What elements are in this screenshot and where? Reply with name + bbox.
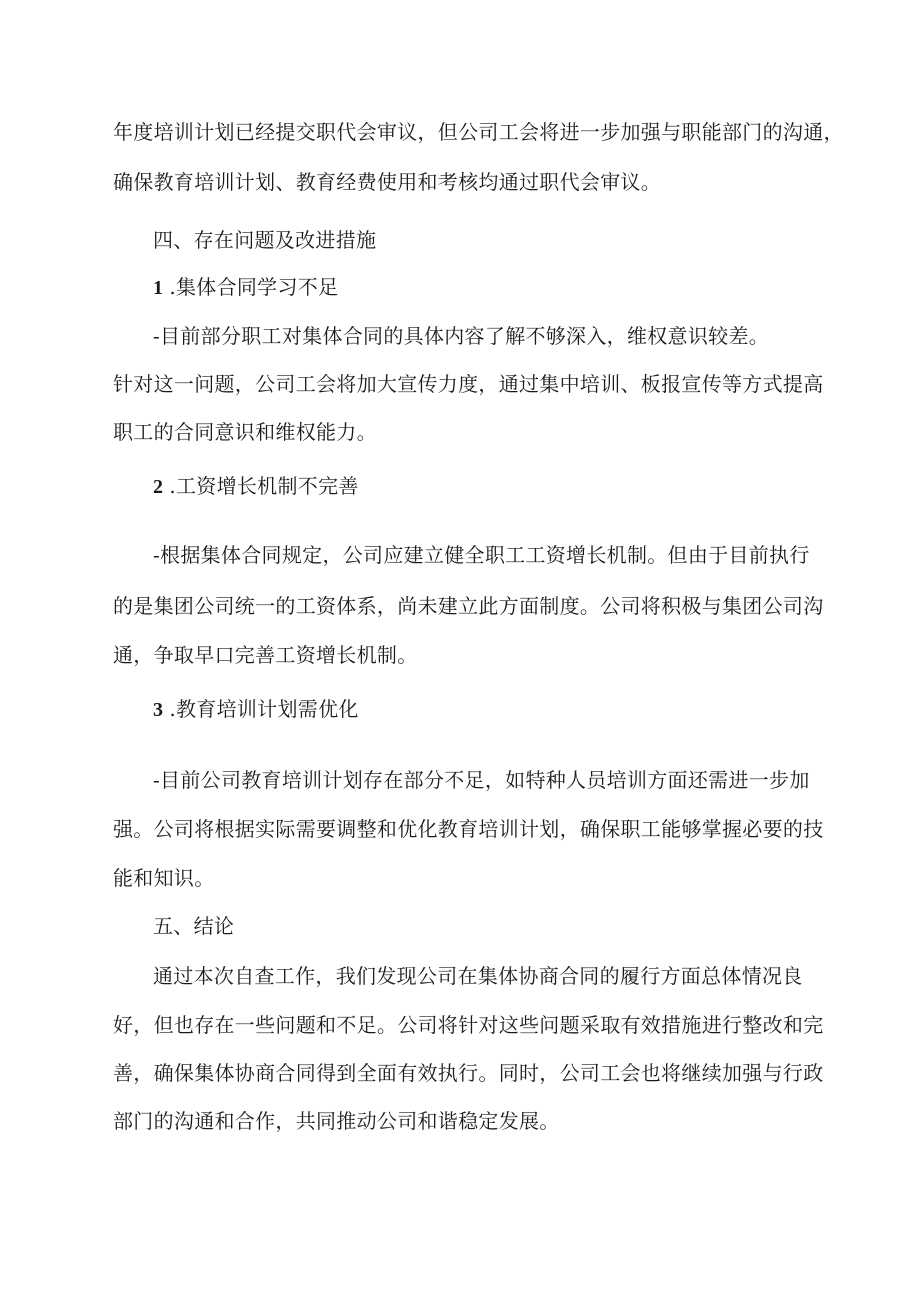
paragraph-line: 的是集团公司统一的工资体系，尚未建立此方面制度。公司将积极与集团公司沟: [113, 594, 824, 618]
item-number: 2: [153, 476, 164, 498]
item-number: 1: [153, 277, 164, 299]
section-heading: 四、存在问题及改进措施: [153, 228, 377, 252]
item-heading-1: [153, 273, 853, 302]
paragraph-line: -根据集体合同规定，公司应建立健全职工工资增长机制。但由于目前执行: [153, 543, 810, 567]
item-heading-3: [153, 695, 853, 724]
item-title: .教育培训计划需优化: [169, 697, 359, 721]
paragraph-line: 部门的沟通和合作，共同推动公司和谐稳定发展。: [113, 1109, 560, 1133]
section-heading: 五、结论: [153, 914, 235, 938]
paragraph-line: 善，确保集体协商合同得到全面有效执行。同时，公司工会也将继续加强与行政: [113, 1061, 824, 1085]
paragraph-line: -目前公司教育培训计划存在部分不足，如特种人员培训方面还需进一步加: [153, 768, 810, 792]
item-number: 3: [153, 699, 164, 721]
paragraph-line: 年度培训计划已经提交职代会审议，但公司工会将进一步加强与职能部门的沟通，: [113, 120, 844, 144]
paragraph-line: 通过本次自查工作，我们发现公司在集体协商合同的履行方面总体情况良: [153, 964, 803, 988]
paragraph-line: 强。公司将根据实际需要调整和优化教育培训计划，确保职工能够掌握必要的技: [113, 817, 824, 841]
paragraph-line: 职工的合同意识和维权能力。: [113, 420, 377, 444]
paragraph-line: 针对这一问题，公司工会将加大宣传力度，通过集中培训、板报宣传等方式提高: [113, 372, 824, 396]
paragraph-line: 确保教育培训计划、教育经费使用和考核均通过职代会审议。: [113, 170, 662, 194]
item-title: .集体合同学习不足: [169, 275, 339, 299]
paragraph-line: 通，争取早口完善工资增长机制。: [113, 643, 418, 667]
paragraph-line: 好，但也存在一些问题和不足。公司将针对这些问题采取有效措施进行整改和完: [113, 1013, 824, 1037]
paragraph-line: -目前部分职工对集体合同的具体内容了解不够深入，维权意识较差。: [153, 324, 770, 348]
item-heading-2: [153, 472, 853, 501]
paragraph-line: 能和知识。: [113, 866, 215, 890]
item-title: .工资增长机制不完善: [169, 474, 359, 498]
